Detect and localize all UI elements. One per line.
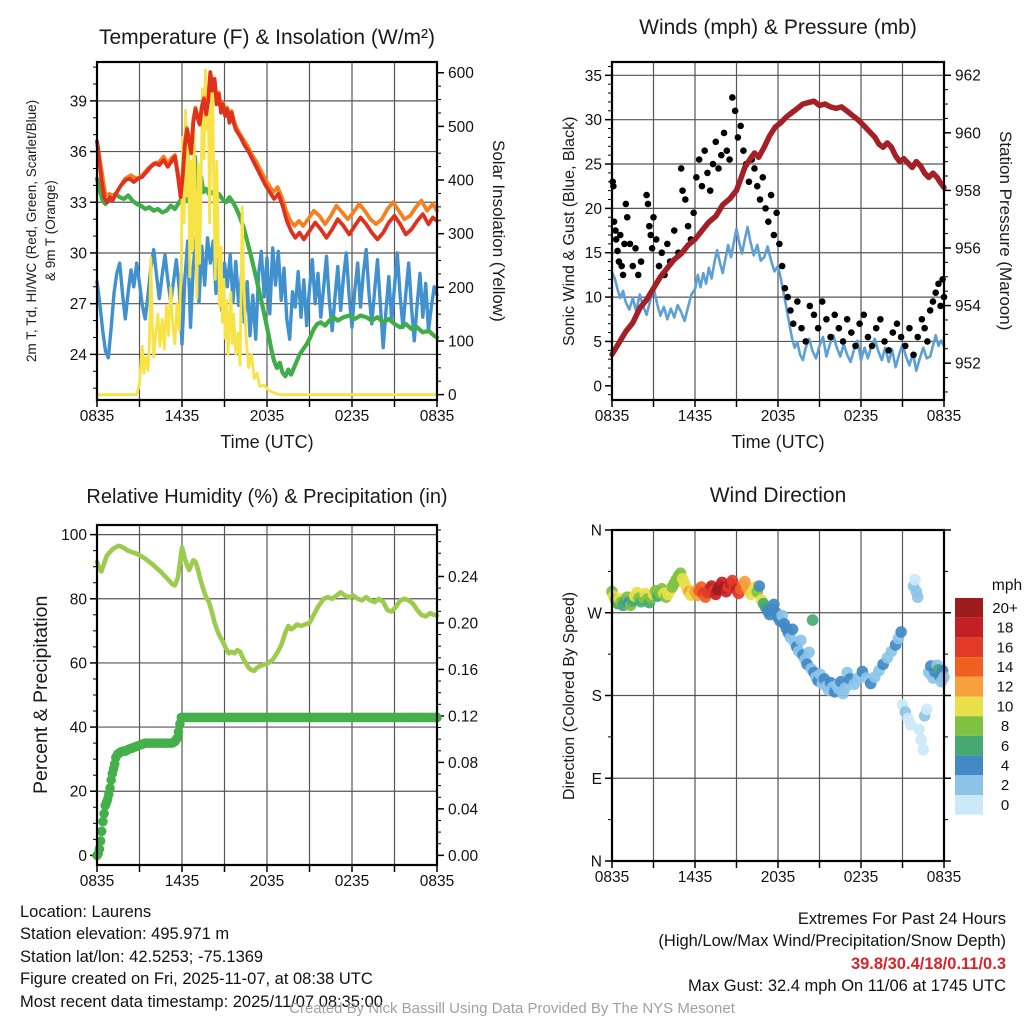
yr-tick-label: 0.04 xyxy=(448,801,479,819)
axis-label-station-pressure: Station Pressure (Maroon) xyxy=(996,131,1015,331)
dot-wind-gust-dots xyxy=(771,232,778,239)
dot-wind-gust-dots xyxy=(902,343,909,350)
dot-wind-gust-dots xyxy=(906,325,913,332)
yl-tick-label: N xyxy=(590,853,602,871)
dot-wind-gust-dots xyxy=(643,192,650,199)
dot-wind-gust-dots xyxy=(618,263,625,270)
legend-swatch-18 xyxy=(955,618,983,638)
dot-wind-gust-dots xyxy=(811,312,818,319)
dot-wind-gust-dots xyxy=(671,227,678,234)
yl-tick-label: 33 xyxy=(69,194,87,212)
dot-wind-gust-dots xyxy=(740,147,747,154)
yl-tick-label: 40 xyxy=(69,719,87,737)
temperature-insolation-chart xyxy=(0,0,512,470)
dot-wind-gust-dots xyxy=(646,223,653,230)
dot-wind-gust-dots xyxy=(623,201,630,208)
legend-swatch-20+ xyxy=(955,598,983,618)
dot-wind-gust-dots xyxy=(729,94,736,101)
dot-wind-gust-dots xyxy=(746,178,753,185)
dot-wind-gust-dots xyxy=(924,338,931,345)
dot-wind-gust-dots xyxy=(759,174,766,181)
yr-tick-label: 400 xyxy=(448,172,474,190)
dot-wind-gust-dots xyxy=(645,201,652,208)
axis-label-temp-left-line1: 2m T, Td, HI/WC (Red, Green, Scarlet/Blue) xyxy=(24,99,39,363)
extremes-values: 39.8/30.4/18/0.11/0.3 xyxy=(850,954,1006,973)
legend-label-12: 12 xyxy=(996,678,1014,696)
dot-wind-gust-dots xyxy=(894,320,901,327)
dot-wind-direction xyxy=(921,703,933,715)
yl-tick-label: 20 xyxy=(69,783,87,801)
dot-wind-gust-dots xyxy=(737,123,744,130)
dot-wind-gust-dots xyxy=(620,272,627,279)
dot-wind-gust-dots xyxy=(815,325,822,332)
dot-wind-gust-dots xyxy=(757,196,764,203)
legend-swatch-10 xyxy=(955,697,983,717)
yl-tick-label: 27 xyxy=(69,296,87,314)
dot-wind-gust-dots xyxy=(624,214,631,221)
dot-wind-gust-dots xyxy=(659,249,666,256)
legend-swatch-0 xyxy=(955,795,983,815)
dot-wind-gust-dots xyxy=(696,156,703,163)
legend-title-mph: mph xyxy=(991,577,1023,594)
yl-tick-label: 36 xyxy=(69,144,87,162)
dot-wind-gust-dots xyxy=(865,334,872,341)
x-tick-label: 0235 xyxy=(843,408,879,425)
x-tick-label: 1435 xyxy=(164,873,200,890)
yl-tick-label: 20 xyxy=(584,200,602,218)
station-elevation: Station elevation: 495.971 m xyxy=(20,925,230,944)
humidity-precip-chart xyxy=(0,470,512,930)
yr-tick-label: 0.20 xyxy=(448,615,479,633)
dot-wind-gust-dots xyxy=(735,134,742,141)
legend-swatch-4 xyxy=(955,756,983,776)
dot-wind-gust-dots xyxy=(937,303,944,310)
dot-wind-gust-dots xyxy=(632,245,639,252)
dot-wind-gust-dots xyxy=(765,218,772,225)
x-tick-label: 0835 xyxy=(926,869,962,886)
dot-wind-gust-dots xyxy=(715,165,722,172)
dot-wind-gust-dots xyxy=(840,338,847,345)
dot-wind-gust-dots xyxy=(844,316,851,323)
wind-direction-chart xyxy=(512,470,1024,930)
x-tick-label: 0835 xyxy=(419,873,455,890)
dot-wind-direction xyxy=(803,646,815,658)
legend-label-0: 0 xyxy=(1000,796,1010,814)
yr-tick-label: 0.08 xyxy=(448,754,479,772)
x-tick-label: 1435 xyxy=(677,869,713,886)
yr-tick-label: 960 xyxy=(955,125,981,143)
station-location: Location: Laurens xyxy=(20,903,152,921)
chart-title-wind-direction: Wind Direction xyxy=(709,484,847,507)
dot-wind-gust-dots xyxy=(932,289,939,296)
legend-swatch-16 xyxy=(955,637,983,657)
x-tick-label: 0835 xyxy=(79,408,115,425)
extremes-subtitle: (High/Low/Max Wind/Precipitation/Snow Depth) xyxy=(658,932,1006,951)
yl-tick-label: N xyxy=(590,522,602,540)
dot-wind-gust-dots xyxy=(647,232,654,239)
dot-wind-direction xyxy=(795,635,807,647)
dot-wind-gust-dots xyxy=(754,183,761,190)
dot-wind-gust-dots xyxy=(910,351,917,358)
dot-wind-gust-dots xyxy=(885,347,892,354)
dot-wind-gust-dots xyxy=(650,214,657,221)
dot-wind-gust-dots xyxy=(707,187,714,194)
dot-wind-gust-dots xyxy=(638,258,645,265)
extremes-title: Extremes For Past 24 Hours xyxy=(797,910,1006,928)
x-axis-label-time-utc-left: Time (UTC) xyxy=(220,432,314,452)
x-tick-label: 0235 xyxy=(334,408,370,425)
legend-swatch-2 xyxy=(955,775,983,795)
dot-wind-gust-dots xyxy=(699,183,706,190)
dot-wind-gust-dots xyxy=(784,294,791,301)
yl-tick-label: 24 xyxy=(69,346,87,364)
dot-wind-gust-dots xyxy=(617,232,624,239)
dot-wind-gust-dots xyxy=(790,320,797,327)
dot-wind-gust-dots xyxy=(877,316,884,323)
station-info xyxy=(20,901,383,1013)
axis-label-solar-insolation: Solar Insolation (Yellow) xyxy=(489,140,508,322)
x-tick-label: 1435 xyxy=(164,408,200,425)
legend-label-14: 14 xyxy=(996,658,1014,676)
dot-wind-gust-dots xyxy=(873,325,880,332)
dot-wind-gust-dots xyxy=(678,165,685,172)
yr-tick-label: 0.00 xyxy=(448,847,479,865)
dot-wind-gust-dots xyxy=(827,334,834,341)
dot-wind-gust-dots xyxy=(848,329,855,336)
dot-wind-gust-dots xyxy=(629,263,636,270)
x-tick-label: 0235 xyxy=(334,873,370,890)
x-tick-label: 2035 xyxy=(760,869,796,886)
yl-tick-label: 30 xyxy=(584,112,602,130)
dot-wind-gust-dots xyxy=(869,343,876,350)
dot-wind-gust-dots xyxy=(685,223,692,230)
dot-wind-gust-dots xyxy=(726,156,733,163)
legend-label-8: 8 xyxy=(1000,718,1010,736)
dot-precipitation-accum xyxy=(97,827,107,837)
yr-tick-label: 956 xyxy=(955,240,981,258)
dot-wind-direction xyxy=(895,626,907,638)
legend-swatch-12 xyxy=(955,677,983,697)
dot-wind-gust-dots xyxy=(921,325,928,332)
dot-wind-gust-dots xyxy=(614,248,621,255)
x-tick-label: 0235 xyxy=(843,869,879,886)
x-tick-label: 0835 xyxy=(926,408,962,425)
data-timestamp: Most recent data timestamp: 2025/11/07 08:35:00 xyxy=(20,992,383,1011)
dot-wind-gust-dots xyxy=(794,298,801,305)
dot-wind-gust-dots xyxy=(768,192,775,199)
credit-line: Created By Nick Bassill Using Data Provided By The NYS Mesonet xyxy=(289,1000,735,1017)
dot-wind-gust-dots xyxy=(802,338,809,345)
dot-wind-gust-dots xyxy=(704,170,711,177)
dot-wind-gust-dots xyxy=(930,298,937,305)
dot-wind-gust-dots xyxy=(852,343,859,350)
chart-title-temperature-insolation: Temperature (F) & Insolation (W/m²) xyxy=(98,26,436,49)
yl-tick-label: 0 xyxy=(593,378,602,396)
dot-wind-gust-dots xyxy=(682,196,689,203)
dot-wind-gust-dots xyxy=(718,152,725,159)
winds-pressure-chart xyxy=(512,0,1024,470)
yr-tick-label: 600 xyxy=(448,65,474,83)
dot-wind-gust-dots xyxy=(612,227,619,234)
dot-wind-gust-dots xyxy=(860,312,867,319)
dot-wind-direction xyxy=(912,591,924,603)
dot-wind-gust-dots xyxy=(927,307,934,314)
legend-label-20+: 20+ xyxy=(992,599,1018,617)
yr-tick-label: 0 xyxy=(448,387,457,405)
dot-wind-direction xyxy=(807,614,819,626)
yr-tick-label: 954 xyxy=(955,298,981,316)
chart-title-humidity-precip: Relative Humidity (%) & Precipitation (in) xyxy=(86,486,448,508)
yr-tick-label: 100 xyxy=(448,333,474,351)
yr-tick-label: 952 xyxy=(955,355,981,373)
yl-tick-label: 60 xyxy=(69,655,87,673)
dot-wind-gust-dots xyxy=(751,165,758,172)
dot-wind-gust-dots xyxy=(776,241,783,248)
max-gust: Max Gust: 32.4 mph On 11/06 at 1745 UTC xyxy=(688,977,1006,996)
yl-tick-label: 80 xyxy=(69,591,87,609)
legend-label-10: 10 xyxy=(996,698,1014,716)
yl-tick-label: 15 xyxy=(584,245,602,263)
yl-tick-label: E xyxy=(591,770,602,788)
yr-tick-label: 962 xyxy=(955,67,981,85)
legend-label-18: 18 xyxy=(996,619,1014,637)
yl-tick-label: 39 xyxy=(69,93,87,111)
dot-wind-gust-dots xyxy=(679,187,686,194)
x-tick-label: 0835 xyxy=(419,408,455,425)
dot-wind-direction xyxy=(909,574,921,586)
x-tick-label: 2035 xyxy=(249,408,285,425)
axis-label-sonic-wind: Sonic Wind & Gust (Blue, Black) xyxy=(561,116,578,346)
legend-label-16: 16 xyxy=(996,639,1014,657)
legend-swatch-14 xyxy=(955,657,983,677)
yr-tick-label: 0.16 xyxy=(448,661,479,679)
dot-wind-gust-dots xyxy=(635,272,642,279)
dot-wind-direction xyxy=(917,744,929,756)
extremes-block xyxy=(658,908,1006,998)
dot-wind-gust-dots xyxy=(782,285,789,292)
yl-tick-label: 25 xyxy=(584,156,602,174)
yl-tick-label: 30 xyxy=(69,245,87,263)
dot-wind-direction xyxy=(913,724,925,736)
dot-wind-direction xyxy=(915,734,927,746)
dot-wind-gust-dots xyxy=(819,298,826,305)
dot-precipitation-accum xyxy=(174,727,184,737)
dot-wind-gust-dots xyxy=(656,263,663,270)
x-tick-label: 0835 xyxy=(594,408,630,425)
legend-label-4: 4 xyxy=(1000,757,1010,775)
legend-label-2: 2 xyxy=(1000,777,1010,795)
yr-tick-label: 300 xyxy=(448,226,474,244)
dot-wind-gust-dots xyxy=(773,210,780,217)
yl-tick-label: 35 xyxy=(584,67,602,85)
dot-wind-gust-dots xyxy=(653,236,660,243)
dot-wind-gust-dots xyxy=(627,241,634,248)
dot-wind-gust-dots xyxy=(724,147,731,154)
dot-wind-gust-dots xyxy=(831,312,838,319)
dot-wind-gust-dots xyxy=(779,263,786,270)
axis-label-direction: Direction (Colored By Speed) xyxy=(561,591,578,800)
x-tick-label: 2035 xyxy=(249,873,285,890)
dot-wind-gust-dots xyxy=(919,316,926,323)
dot-wind-gust-dots xyxy=(710,161,717,168)
yr-tick-label: 958 xyxy=(955,182,981,200)
legend-label-6: 6 xyxy=(1000,737,1010,755)
dot-wind-direction xyxy=(787,624,799,636)
dot-wind-gust-dots xyxy=(836,325,843,332)
dot-wind-gust-dots xyxy=(823,316,830,323)
x-tick-label: 2035 xyxy=(760,408,796,425)
dot-wind-gust-dots xyxy=(732,107,739,114)
figure-created: Figure created on Fri, 2025-11-07, at 08:38 UTC xyxy=(20,970,373,989)
dot-wind-gust-dots xyxy=(721,130,728,137)
dot-wind-direction xyxy=(754,580,766,592)
dot-wind-gust-dots xyxy=(807,303,814,310)
x-tick-label: 1435 xyxy=(677,408,713,425)
legend-swatch-8 xyxy=(955,716,983,736)
chart-title-winds-pressure: Winds (mph) & Pressure (mb) xyxy=(639,16,917,39)
yl-tick-label: W xyxy=(587,605,602,623)
yl-tick-label: S xyxy=(591,688,602,705)
yl-tick-label: 0 xyxy=(78,847,87,865)
yr-tick-label: 500 xyxy=(448,118,474,136)
dot-wind-gust-dots xyxy=(787,307,794,314)
x-tick-label: 0835 xyxy=(79,873,115,890)
yr-tick-label: 200 xyxy=(448,279,474,297)
dot-wind-gust-dots xyxy=(890,329,897,336)
yl-tick-label: 5 xyxy=(593,333,602,351)
yl-tick-label: 100 xyxy=(61,527,87,545)
dot-wind-gust-dots xyxy=(690,210,697,217)
dot-wind-gust-dots xyxy=(881,338,888,345)
dot-wind-gust-dots xyxy=(701,147,708,154)
dot-wind-gust-dots xyxy=(914,334,921,341)
dot-wind-gust-dots xyxy=(798,325,805,332)
dot-wind-gust-dots xyxy=(856,320,863,327)
dot-wind-gust-dots xyxy=(664,241,671,248)
axis-label-percent-precip: Percent & Precipitation xyxy=(30,595,52,795)
dot-wind-gust-dots xyxy=(762,205,769,212)
yl-tick-label: 10 xyxy=(584,289,602,307)
x-tick-label: 0835 xyxy=(594,869,630,886)
dot-wind-gust-dots xyxy=(693,174,700,181)
axis-label-temp-left-line2: & 9m T (Orange) xyxy=(43,180,58,282)
x-axis-label-time-utc-right: Time (UTC) xyxy=(731,432,825,452)
station-latlon: Station lat/lon: 42.5253; -75.1369 xyxy=(20,947,264,966)
dot-wind-gust-dots xyxy=(712,139,719,146)
legend-swatch-6 xyxy=(955,736,983,756)
dot-wind-gust-dots xyxy=(898,334,905,341)
dot-wind-gust-dots xyxy=(649,245,656,252)
yr-tick-label: 0.12 xyxy=(448,708,479,726)
yr-tick-label: 0.24 xyxy=(448,568,479,586)
